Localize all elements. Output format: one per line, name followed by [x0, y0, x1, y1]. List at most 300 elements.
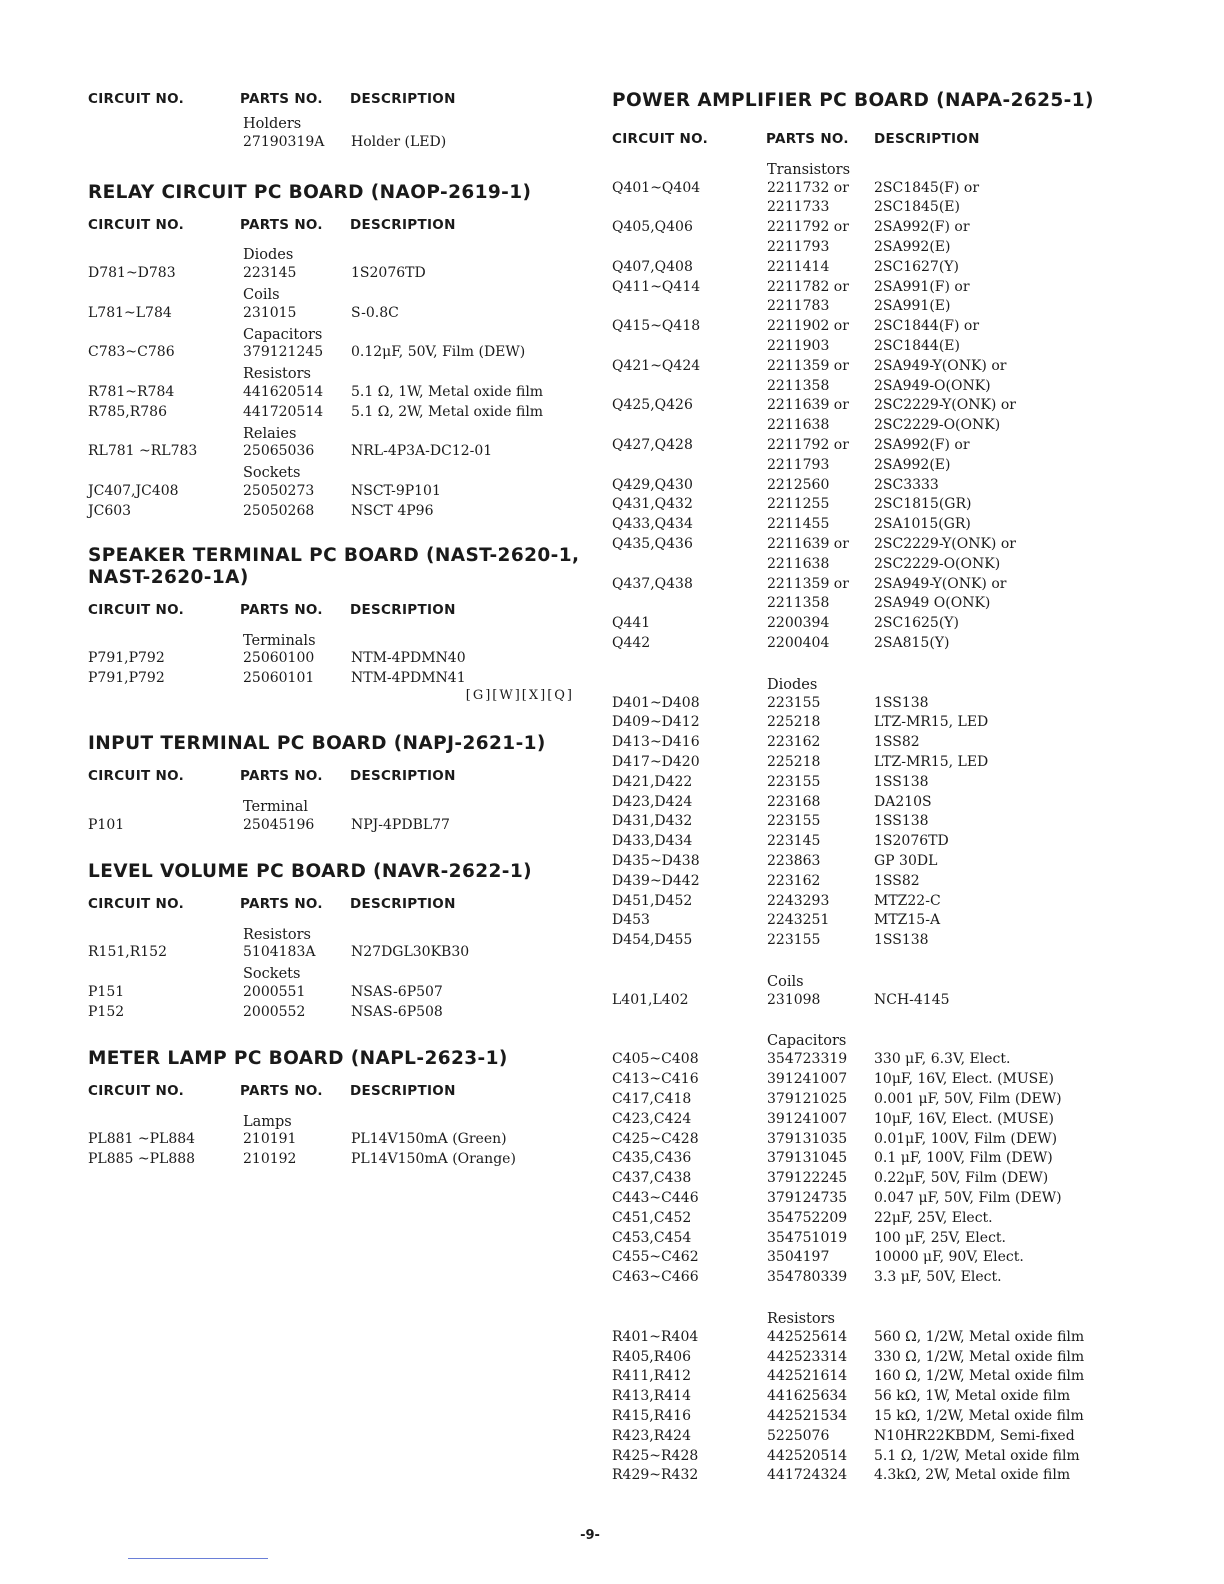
description: 160 Ω, 1/2W, Metal oxide film — [874, 1368, 1085, 1385]
parts-no: 223168 — [767, 793, 821, 810]
table-row — [88, 442, 588, 462]
circuit-no: C425~C428 — [612, 1130, 699, 1147]
parts-no: 223145 — [243, 265, 297, 282]
circuit-no: R413,R414 — [612, 1388, 691, 1405]
circuit-no: C413~C416 — [612, 1071, 699, 1088]
parts-no: 442521614 — [767, 1368, 848, 1385]
header-circuit: CIRCUIT NO. — [88, 216, 185, 233]
table-row — [612, 693, 1132, 713]
group-label: Resistors — [243, 366, 311, 383]
description: 2SC1845(E) — [874, 199, 960, 216]
parts-no: 2211792 or — [767, 219, 849, 236]
table-row — [612, 316, 1132, 336]
parts-no: 225218 — [767, 714, 821, 731]
description: 0.001 μF, 50V, Film (DEW) — [874, 1090, 1062, 1107]
circuit-no: R781~R784 — [88, 384, 175, 401]
description: 2SA949-Y(ONK) or — [874, 575, 1007, 592]
circuit-no: C417,C418 — [612, 1090, 692, 1107]
circuit-no: JC603 — [88, 502, 132, 519]
table-row — [612, 1069, 1132, 1089]
table-row — [88, 343, 588, 363]
table-row — [612, 812, 1132, 832]
parts-no: 2211359 or — [767, 575, 849, 592]
parts-no: 379131045 — [767, 1150, 848, 1167]
group-label: Diodes — [243, 247, 294, 264]
circuit-no: D781~D783 — [88, 265, 176, 282]
circuit-no: Q425,Q426 — [612, 397, 693, 414]
description: 1SS82 — [874, 734, 920, 751]
header-parts: PARTS NO. — [240, 91, 323, 107]
description: 100 μF, 25V, Elect. — [874, 1229, 1006, 1246]
description: GP 30DL — [874, 852, 938, 869]
circuit-no: Q441 — [612, 615, 651, 632]
circuit-no: Q442 — [612, 635, 651, 652]
parts-no: 2211358 — [767, 377, 830, 394]
table-row — [612, 1247, 1132, 1267]
parts-no: 2211733 — [767, 199, 830, 216]
parts-no: 2211792 or — [767, 437, 849, 454]
circuit-no: Q421~Q424 — [612, 357, 701, 374]
table-row — [612, 455, 1132, 475]
parts-no: 379122245 — [767, 1170, 848, 1187]
table-row — [612, 990, 1132, 1010]
description: N27DGL30KB30 — [351, 944, 470, 961]
parts-no: 2211359 or — [767, 357, 849, 374]
header-circuit: CIRCUIT NO. — [88, 895, 185, 912]
parts-no: 2211732 or — [767, 179, 849, 196]
circuit-no: P791,P792 — [88, 650, 165, 667]
parts-no: 2211638 — [767, 555, 830, 572]
circuit-no: C783~C786 — [88, 344, 175, 361]
table-row — [612, 633, 1132, 653]
parts-no: 223145 — [767, 833, 821, 850]
table-row — [612, 514, 1132, 534]
table-row — [612, 336, 1132, 356]
table-row — [612, 554, 1132, 574]
table-row — [612, 297, 1132, 317]
parts-no: 2243251 — [767, 912, 830, 929]
circuit-no: R405,R406 — [612, 1348, 691, 1365]
description: 2SC1845(F) or — [874, 179, 980, 196]
section-input — [88, 763, 588, 835]
section-title-input: INPUT TERMINAL PC BOARD (NAPJ-2621-1) — [88, 733, 546, 755]
parts-no: 354751019 — [767, 1229, 848, 1246]
circuit-no: C453,C454 — [612, 1229, 692, 1246]
table-row — [612, 415, 1132, 435]
column-header — [612, 126, 1132, 152]
group-label: Diodes — [767, 676, 818, 693]
parts-no: 231098 — [767, 991, 821, 1008]
table-row — [88, 668, 588, 688]
parts-no: 2211639 or — [767, 397, 849, 414]
parts-no: 223155 — [767, 932, 821, 949]
table-row — [612, 1188, 1132, 1208]
description: 2SA1015(GR) — [874, 516, 971, 533]
description: 560 Ω, 1/2W, Metal oxide film — [874, 1328, 1085, 1345]
circuit-no: D433,D434 — [612, 833, 693, 850]
circuit-no: D421,D422 — [612, 773, 693, 790]
table-row — [612, 198, 1132, 218]
circuit-no: Q401~Q404 — [612, 179, 701, 196]
page-number: -9- — [580, 1528, 600, 1543]
group-label: Relaies — [243, 425, 297, 442]
parts-no: 441724324 — [767, 1467, 848, 1484]
group-label: Coils — [767, 973, 804, 990]
parts-no: 2211455 — [767, 516, 830, 533]
parts-no: 2000551 — [243, 984, 306, 1001]
circuit-no: JC407,JC408 — [88, 483, 179, 500]
table-row — [612, 1386, 1132, 1406]
table-row — [612, 495, 1132, 515]
table-row — [612, 1465, 1132, 1485]
table-row — [612, 376, 1132, 396]
parts-no: 441620514 — [243, 384, 324, 401]
table-row — [612, 851, 1132, 871]
footer-line — [128, 1558, 268, 1559]
left-column — [88, 86, 588, 1169]
header-parts: PARTS NO. — [240, 768, 323, 785]
table-row — [612, 1327, 1132, 1347]
table-row — [88, 501, 588, 521]
circuit-no: P151 — [88, 984, 125, 1001]
parts-no: 25050273 — [243, 483, 315, 500]
parts-no: 5225076 — [767, 1427, 830, 1444]
table-row — [612, 891, 1132, 911]
circuit-no: PL885 ~PL888 — [88, 1151, 196, 1168]
header-parts: PARTS NO. — [240, 895, 323, 912]
circuit-no: C435,C436 — [612, 1150, 692, 1167]
description: 5.1 Ω, 1W, Metal oxide film — [351, 384, 544, 401]
description: NSCT 4P96 — [351, 502, 434, 519]
circuit-no: Q429,Q430 — [612, 476, 693, 493]
header-parts: PARTS NO. — [766, 131, 849, 147]
description: NTM-4PDMN40 — [351, 650, 466, 667]
description: DA210S — [874, 793, 932, 810]
table-row — [612, 1347, 1132, 1367]
parts-no: 223162 — [767, 872, 821, 889]
table-row — [612, 237, 1132, 257]
description: MTZ15-A — [874, 912, 941, 929]
description: 15 kΩ, 1/2W, Metal oxide film — [874, 1407, 1084, 1424]
table-row — [88, 481, 588, 501]
parts-no: 2211638 — [767, 417, 830, 434]
group-label: Sockets — [243, 465, 301, 482]
section-meter — [88, 1078, 588, 1169]
section-speaker — [88, 597, 588, 688]
table-row — [612, 930, 1132, 950]
circuit-no: Q427,Q428 — [612, 437, 693, 454]
parts-no: 2200404 — [767, 635, 830, 652]
circuit-no: D451,D452 — [612, 892, 693, 909]
circuit-no: Q431,Q432 — [612, 496, 693, 513]
circuit-no: D435~D438 — [612, 852, 700, 869]
table-row — [612, 1366, 1132, 1386]
description: 3.3 μF, 50V, Elect. — [874, 1269, 1002, 1286]
parts-no: 25065036 — [243, 443, 315, 460]
header-circuit: CIRCUIT NO. — [88, 601, 185, 618]
circuit-no: PL881 ~PL884 — [88, 1131, 196, 1148]
table-row — [612, 713, 1132, 733]
table-row — [612, 574, 1132, 594]
table-row — [88, 815, 588, 835]
circuit-no: D454,D455 — [612, 932, 693, 949]
circuit-no: Q405,Q406 — [612, 219, 693, 236]
group-label: Transistors — [767, 161, 851, 178]
table-row — [612, 277, 1132, 297]
circuit-no: R785,R786 — [88, 403, 167, 420]
table-row — [88, 982, 588, 1002]
circuit-no: R411,R412 — [612, 1368, 691, 1385]
parts-no: 379121245 — [243, 344, 324, 361]
description: LTZ-MR15, LED — [874, 714, 989, 731]
description: NPJ-4PDBL77 — [351, 816, 450, 833]
table-row — [612, 356, 1132, 376]
circuit-no: Q433,Q434 — [612, 516, 693, 533]
header-parts: PARTS NO. — [240, 601, 323, 618]
description: 1SS138 — [874, 694, 929, 711]
description: 2SA949-Y(ONK) or — [874, 357, 1007, 374]
description: 0.22μF, 50V, Film (DEW) — [874, 1170, 1049, 1187]
circuit-no: C443~C446 — [612, 1189, 699, 1206]
table-row — [612, 1168, 1132, 1188]
table-row — [612, 1406, 1132, 1426]
parts-no: 354723319 — [767, 1051, 848, 1068]
description: 2SC1844(F) or — [874, 318, 980, 335]
table-row — [88, 402, 588, 422]
section-title-speaker-2: NAST-2620-1A) — [88, 566, 249, 588]
header-description: DESCRIPTION — [350, 91, 456, 107]
circuit-no: D453 — [612, 912, 650, 929]
section-power — [612, 152, 1132, 1485]
circuit-no: P101 — [88, 816, 125, 833]
parts-no: 442520514 — [767, 1447, 848, 1464]
circuit-no: R401~R404 — [612, 1328, 699, 1345]
circuit-no: R425~R428 — [612, 1447, 699, 1464]
description: 2SC1625(Y) — [874, 615, 960, 632]
description: 10μF, 16V, Elect. (MUSE) — [874, 1071, 1054, 1088]
description: NCH-4145 — [874, 991, 950, 1008]
parts-no: 223863 — [767, 852, 821, 869]
table-row — [88, 1002, 588, 1022]
circuit-no: D413~D416 — [612, 734, 700, 751]
description: 2SC2229-Y(ONK) or — [874, 536, 1016, 553]
header-description: DESCRIPTION — [874, 131, 980, 147]
description: 2SA949-O(ONK) — [874, 377, 991, 394]
parts-no: 391241007 — [767, 1110, 848, 1127]
section-title-speaker: SPEAKER TERMINAL PC BOARD (NAST-2620-1, — [88, 544, 580, 566]
description: 2SA949 O(ONK) — [874, 595, 991, 612]
parts-no: 223155 — [767, 694, 821, 711]
table-row — [612, 594, 1132, 614]
description: 0.12μF, 50V, Film (DEW) — [351, 344, 526, 361]
table-row — [612, 1049, 1132, 1069]
table-row — [88, 303, 588, 323]
group-label: Terminals — [243, 632, 316, 649]
parts-no: 2211358 — [767, 595, 830, 612]
parts-no: 2211902 or — [767, 318, 849, 335]
header-description: DESCRIPTION — [350, 216, 456, 233]
table-row — [612, 1129, 1132, 1149]
description: 56 kΩ, 1W, Metal oxide film — [874, 1388, 1071, 1405]
description: 1SS138 — [874, 773, 929, 790]
table-row — [612, 396, 1132, 416]
table-row — [612, 1267, 1132, 1287]
description: 1S2076TD — [351, 265, 426, 282]
table-row — [88, 263, 588, 283]
description: 2SC3333 — [874, 476, 939, 493]
circuit-no: L401,L402 — [612, 991, 689, 1008]
parts-no: 2243293 — [767, 892, 830, 909]
model-note: [G][W][X][Q] — [465, 688, 574, 704]
description: 5.1 Ω, 1/2W, Metal oxide film — [874, 1447, 1080, 1464]
parts-no: 2211793 — [767, 239, 830, 256]
parts-no: 441625634 — [767, 1388, 848, 1405]
header-circuit: CIRCUIT NO. — [88, 1082, 185, 1099]
circuit-no: R415,R416 — [612, 1407, 691, 1424]
table-row — [88, 1149, 588, 1169]
circuit-no: Q437,Q438 — [612, 575, 693, 592]
description: 2SA992(F) or — [874, 437, 970, 454]
circuit-no: C455~C462 — [612, 1249, 699, 1266]
table-row — [88, 1130, 588, 1150]
description: 330 μF, 6.3V, Elect. — [874, 1051, 1011, 1068]
description: 1SS82 — [874, 872, 920, 889]
description: 2SC1844(E) — [874, 338, 960, 355]
group-label: Sockets — [243, 966, 301, 983]
parts-no: 2211782 or — [767, 278, 849, 295]
parts-no: 25045196 — [243, 816, 315, 833]
parts-no: 223155 — [767, 773, 821, 790]
parts-no: 25060100 — [243, 650, 315, 667]
table-row — [612, 1228, 1132, 1248]
header-circuit: CIRCUIT NO. — [88, 768, 185, 785]
circuit-no: C423,C424 — [612, 1110, 692, 1127]
circuit-no: D423,D424 — [612, 793, 693, 810]
circuit-no: R151,R152 — [88, 944, 167, 961]
description: 330 Ω, 1/2W, Metal oxide film — [874, 1348, 1085, 1365]
description: 1SS138 — [874, 813, 929, 830]
description: LTZ-MR15, LED — [874, 754, 989, 770]
description: 2SA991(E) — [874, 298, 951, 315]
description: 2SC1815(GR) — [874, 496, 972, 513]
description: N10HR22KBDM, Semi-fixed — [874, 1427, 1075, 1444]
description: 0.01μF, 100V, Film (DEW) — [874, 1130, 1058, 1147]
table-row — [612, 910, 1132, 930]
column-header — [88, 86, 588, 112]
table-row — [612, 1208, 1132, 1228]
circuit-no: D431,D432 — [612, 813, 693, 830]
group-label: Capacitors — [243, 326, 323, 343]
header-circuit: CIRCUIT NO. — [88, 91, 185, 107]
parts-no: 2211783 — [767, 298, 830, 315]
description: PL14V150mA (Orange) — [351, 1151, 516, 1168]
parts-no: 2212560 — [767, 476, 830, 493]
parts-no: 2211793 — [767, 456, 830, 473]
parts-no: 25060101 — [243, 670, 315, 687]
table-row — [612, 178, 1132, 198]
description: NSAS-6P508 — [351, 1003, 443, 1020]
description: 2SA992(E) — [874, 239, 951, 256]
column-header — [88, 212, 588, 238]
parts-no: 3504197 — [767, 1249, 830, 1266]
description: NSCT-9P101 — [351, 483, 441, 500]
table-row — [612, 1446, 1132, 1466]
table-row — [612, 1089, 1132, 1109]
circuit-no: D417~D420 — [612, 754, 700, 770]
circuit-no: Q415~Q418 — [612, 318, 701, 335]
parts-no: 2000552 — [243, 1003, 306, 1020]
description: NRL-4P3A-DC12-01 — [351, 443, 493, 460]
parts-no: 231015 — [243, 304, 297, 321]
description: NSAS-6P507 — [351, 984, 443, 1001]
circuit-no: P152 — [88, 1003, 125, 1020]
parts-no: 2211639 or — [767, 536, 849, 553]
parts-no: 379131035 — [767, 1130, 848, 1147]
header-parts: PARTS NO. — [240, 216, 323, 233]
description: 2SC1627(Y) — [874, 258, 960, 275]
table-row — [612, 1109, 1132, 1129]
section-level — [88, 891, 588, 1022]
table-row — [612, 732, 1132, 752]
table-row — [612, 257, 1132, 277]
table-row — [612, 217, 1132, 237]
table-row — [612, 475, 1132, 495]
circuit-no: C405~C408 — [612, 1051, 699, 1068]
description: 2SA991(F) or — [874, 278, 970, 295]
parts-no: 2211255 — [767, 496, 830, 513]
description: NTM-4PDMN41 — [351, 670, 466, 687]
group-label: Resistors — [767, 1310, 835, 1327]
table-row — [612, 1148, 1132, 1168]
circuit-no: L781~L784 — [88, 304, 172, 321]
parts-no: 441720514 — [243, 403, 324, 420]
circuit-no: C451,C452 — [612, 1209, 692, 1226]
parts-no: 442521534 — [767, 1407, 848, 1424]
parts-no: 354752209 — [767, 1209, 848, 1226]
parts-no: 5104183A — [243, 944, 316, 961]
circuit-no: P791,P792 — [88, 670, 165, 687]
table-row — [612, 871, 1132, 891]
circuit-no: C437,C438 — [612, 1170, 692, 1187]
parts-no: 2211903 — [767, 338, 830, 355]
circuit-no: D439~D442 — [612, 872, 700, 889]
description: 10000 μF, 90V, Elect. — [874, 1249, 1024, 1266]
description: 2SC2229-O(ONK) — [874, 555, 1001, 572]
parts-no: 210192 — [243, 1151, 297, 1168]
parts-no: 379121025 — [767, 1090, 848, 1107]
description: 5.1 Ω, 2W, Metal oxide film — [351, 403, 544, 420]
description: 22μF, 25V, Elect. — [874, 1209, 993, 1226]
circuit-no: Q407,Q408 — [612, 258, 693, 275]
table-row — [612, 534, 1132, 554]
description: 2SA992(E) — [874, 456, 951, 473]
table-row: 27190319A Holder (LED) — [243, 133, 447, 150]
header-description: DESCRIPTION — [350, 601, 456, 618]
group-label: Coils — [243, 286, 280, 303]
parts-no: 2211414 — [767, 258, 830, 275]
group-label: Resistors — [243, 926, 311, 943]
circuit-no: Q411~Q414 — [612, 278, 701, 295]
table-row — [612, 613, 1132, 633]
circuit-no: R423,R424 — [612, 1427, 691, 1444]
table-row — [612, 772, 1132, 792]
circuit-no: D409~D412 — [612, 714, 700, 731]
parts-no: 25050268 — [243, 502, 315, 519]
group-label: Capacitors — [767, 1033, 847, 1050]
description: 0.1 μF, 100V, Film (DEW) — [874, 1150, 1053, 1167]
column-header — [88, 763, 588, 789]
description: S-0.8C — [351, 304, 399, 321]
